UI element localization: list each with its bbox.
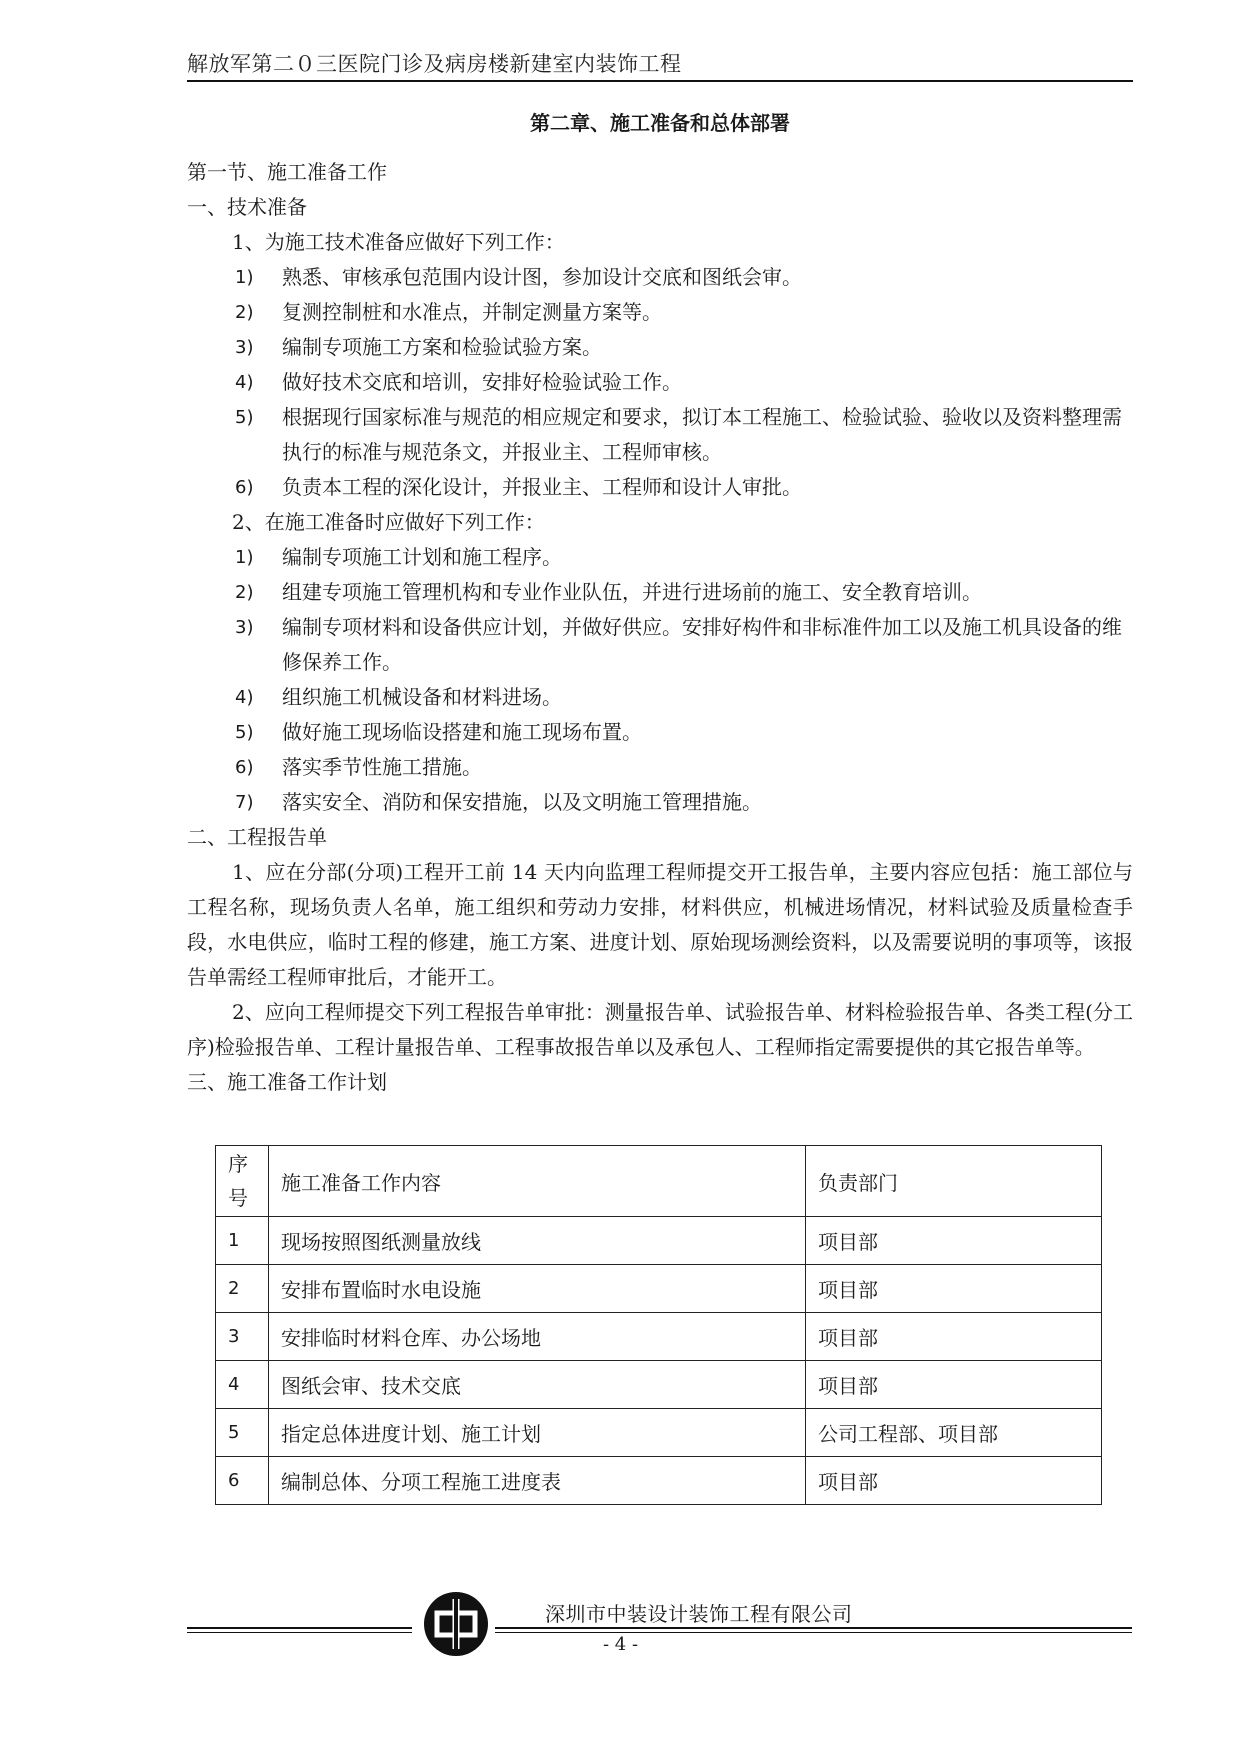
list-item bbox=[187, 330, 1133, 365]
table-cell: 4 bbox=[216, 1361, 269, 1409]
list-item-text: 编制专项施工计划和施工程序。 bbox=[282, 545, 562, 569]
list-item-text: 做好施工现场临设搭建和施工现场布置。 bbox=[282, 720, 642, 744]
page-number: - 4 - bbox=[602, 1634, 639, 1655]
list-item-text: 做好技术交底和培训，安排好检验试验工作。 bbox=[282, 370, 682, 394]
table-cell: 项目部 bbox=[806, 1457, 1102, 1505]
list-item-number: 7) bbox=[235, 792, 254, 813]
list-item bbox=[187, 610, 1133, 680]
list-item-number: 1) bbox=[235, 267, 254, 288]
table-cell: 项目部 bbox=[806, 1265, 1102, 1313]
list-item-number: 3) bbox=[235, 337, 254, 358]
list-item-text: 复测控制桩和水准点，并制定测量方案等。 bbox=[282, 300, 662, 324]
table-cell: 项目部 bbox=[806, 1217, 1102, 1265]
list-item bbox=[187, 400, 1133, 470]
table-row bbox=[216, 1409, 1102, 1457]
footer-rule-left bbox=[187, 1627, 412, 1629]
table-cell: 图纸会审、技术交底 bbox=[269, 1361, 806, 1409]
table-row bbox=[216, 1313, 1102, 1361]
part1-sub1: 1、为施工技术准备应做好下列工作： bbox=[232, 230, 565, 254]
list-item-number: 6) bbox=[235, 757, 254, 778]
part1-sub2: 2、在施工准备时应做好下列工作： bbox=[232, 510, 545, 534]
list-item-text: 负责本工程的深化设计，并报业主、工程师和设计人审批。 bbox=[282, 475, 802, 499]
list-item bbox=[187, 365, 1133, 400]
table-cell: 2 bbox=[216, 1265, 269, 1313]
list-item-number: 2) bbox=[235, 302, 254, 323]
list-item-text: 组建专项施工管理机构和专业作业队伍，并进行进场前的施工、安全教育培训。 bbox=[282, 580, 982, 604]
list-item bbox=[187, 540, 1133, 575]
list-item bbox=[187, 575, 1133, 610]
table-cell: 指定总体进度计划、施工计划 bbox=[269, 1409, 806, 1457]
table-cell: 6 bbox=[216, 1457, 269, 1505]
list-item-number: 5) bbox=[235, 722, 254, 743]
table-cell: 1 bbox=[216, 1217, 269, 1265]
footer-rule-left-thin bbox=[187, 1632, 412, 1633]
part1-heading: 一、技术准备 bbox=[187, 195, 307, 219]
part2-heading: 二、工程报告单 bbox=[187, 825, 327, 849]
header-cell-seq: 序号 bbox=[216, 1146, 269, 1217]
table-header-row bbox=[216, 1146, 1102, 1217]
table-cell: 安排布置临时水电设施 bbox=[269, 1265, 806, 1313]
document-body bbox=[187, 155, 1133, 1100]
company-name: 深圳市中装设计装饰工程有限公司 bbox=[545, 1602, 853, 1626]
table-cell: 安排临时材料仓库、办公场地 bbox=[269, 1313, 806, 1361]
part3-heading: 三、施工准备工作计划 bbox=[187, 1070, 387, 1094]
header-cell-content: 施工准备工作内容 bbox=[269, 1146, 806, 1217]
list-item bbox=[187, 785, 1133, 820]
list-item-number: 3) bbox=[235, 617, 254, 638]
list-item-text: 熟悉、审核承包范围内设计图，参加设计交底和图纸会审。 bbox=[282, 265, 802, 289]
list-item-number: 6) bbox=[235, 477, 254, 498]
table-cell: 现场按照图纸测量放线 bbox=[269, 1217, 806, 1265]
footer-rule-right bbox=[495, 1627, 1132, 1629]
list-item bbox=[187, 715, 1133, 750]
list-item-text: 编制专项材料和设备供应计划，并做好供应。安排好构件和非标准件加工以及施工机具设备的维修保养工作。 bbox=[282, 615, 1122, 674]
list-item-text: 组织施工机械设备和材料进场。 bbox=[282, 685, 562, 709]
table-row bbox=[216, 1265, 1102, 1313]
table-cell: 项目部 bbox=[806, 1361, 1102, 1409]
list-item bbox=[187, 680, 1133, 715]
table-cell: 5 bbox=[216, 1409, 269, 1457]
list-item bbox=[187, 260, 1133, 295]
footer-rule-right-thin bbox=[495, 1632, 1132, 1633]
list-item bbox=[187, 295, 1133, 330]
header-cell-dept: 负责部门 bbox=[806, 1146, 1102, 1217]
page-header-title: 解放军第二０三医院门诊及病房楼新建室内装饰工程 bbox=[187, 52, 682, 76]
table-cell: 公司工程部、项目部 bbox=[806, 1409, 1102, 1457]
section-heading: 第一节、施工准备工作 bbox=[187, 160, 387, 184]
list-item-number: 4) bbox=[235, 372, 254, 393]
list1 bbox=[187, 260, 1133, 505]
list-item-text: 落实安全、消防和保安措施，以及文明施工管理措施。 bbox=[282, 790, 762, 814]
part2-paragraph-1: 1、应在分部(分项)工程开工前 14 天内向监理工程师提交开工报告单，主要内容应包括：施工部位与工程名称，现场负责人名单，施工组织和劳动力安排，材料供应，机械进场情况，材料试验及质量检查手段，水电供应，临时工程的修建，施工方案、进度计划、原始现场测绘资料，以及需要说明的事项等，该报告单需经工程师审批后，才能开工。 bbox=[187, 860, 1133, 989]
list-item-number: 1) bbox=[235, 547, 254, 568]
table-cell: 编制总体、分项工程施工进度表 bbox=[269, 1457, 806, 1505]
prep-plan-table bbox=[215, 1145, 1102, 1505]
list-item-number: 4) bbox=[235, 687, 254, 708]
table-cell: 3 bbox=[216, 1313, 269, 1361]
part2-paragraph-2: 2、应向工程师提交下列工程报告单审批：测量报告单、试验报告单、材料检验报告单、各类工程(分工序)检验报告单、工程计量报告单、工程事故报告单以及承包人、工程师指定需要提供的其它报告单等。 bbox=[187, 1000, 1133, 1059]
list-item-text: 编制专项施工方案和检验试验方案。 bbox=[282, 335, 602, 359]
list-item bbox=[187, 470, 1133, 505]
list-item-number: 5) bbox=[235, 407, 254, 428]
list-item-text: 根据现行国家标准与规范的相应规定和要求，拟订本工程施工、检验试验、验收以及资料整理需执行的标准与规范条文，并报业主、工程师审核。 bbox=[282, 405, 1122, 464]
table-row bbox=[216, 1361, 1102, 1409]
list-item bbox=[187, 750, 1133, 785]
table-cell: 项目部 bbox=[806, 1313, 1102, 1361]
list-item-text: 落实季节性施工措施。 bbox=[282, 755, 482, 779]
table-row bbox=[216, 1457, 1102, 1505]
header-divider bbox=[187, 80, 1133, 82]
list2 bbox=[187, 540, 1133, 820]
table-row bbox=[216, 1217, 1102, 1265]
list-item-number: 2) bbox=[235, 582, 254, 603]
chapter-title: 第二章、施工准备和总体部署 bbox=[530, 111, 790, 135]
